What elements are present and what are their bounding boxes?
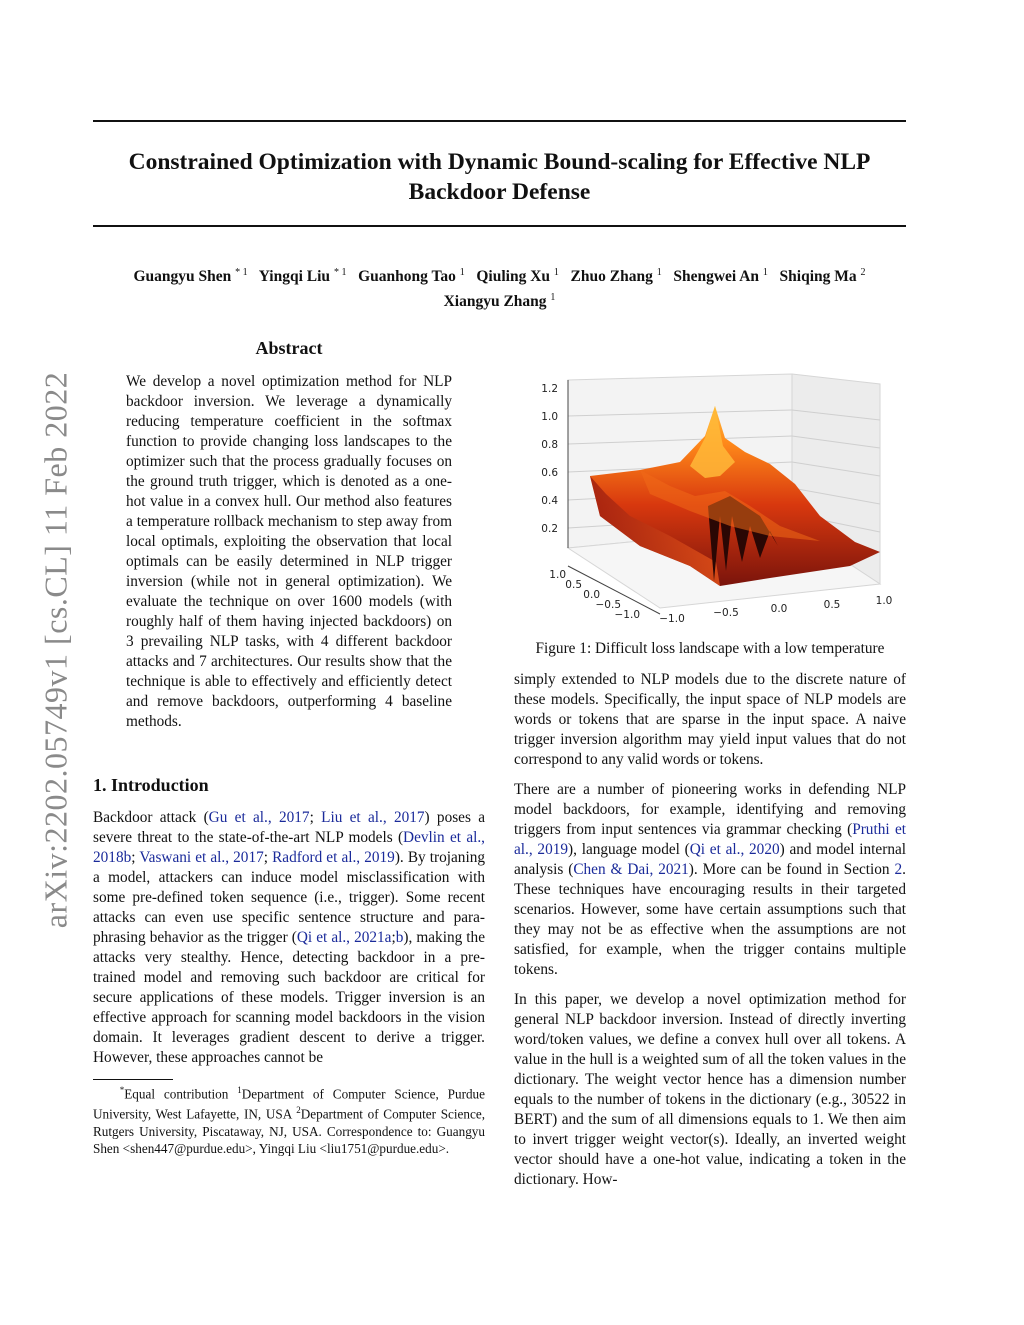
paragraph: There are a number of pioneering works in defending NLP model backdoors, for example, identifying and removing triggers from input sentences via grammar checking (Pruthi et al., 2019), language model (Qi et al., 2020) and model internal analysis (Chen & Dai, 2021). More can be found in Section 2. These techniques have encouraging results in their targeted scenarios. However, some have certain assumptions such that they may not be as effective when the assumptions are not satisfied, for example, when the trigger contains multiple tokens. [514,781,907,978]
x-tick-label: 1.0 [875,595,893,607]
citation-link[interactable]: Radford et al., 2019 [272,849,395,866]
author: Qiuling Xu $^1$ [476,267,559,286]
citation-link[interactable]: Qi et al., 2021a [296,929,392,946]
figure-caption: Figure 1: Difficult loss landscape with a low temperature [535,640,885,657]
y-tick-label: −1.0 [614,609,640,621]
author: Guanhong Tao $^1$ [358,267,465,286]
citation-link[interactable]: Chen & Dai, 2021 [573,861,689,878]
citation-link[interactable]: b [395,929,404,946]
x-tick-label: −0.5 [713,607,739,619]
y-tick-label: 0.5 [565,579,582,591]
z-tick-label: 0.8 [541,439,558,451]
paragraph: simply extended to NLP models due to the discrete nature of these models. Specifically, the input space of NLP models are words or tokens that are sparse in the input space. A naive trigger inversion algorithm may yield input values that do not correspond to any valid words or tokens. [514,671,906,768]
x-tick-label: 0.5 [823,599,841,611]
author: Yingqi Liu $^{* 1}$ [258,267,347,286]
citation-link[interactable]: Pruthi et al., 2019 [514,821,906,858]
intro-paragraph: Backdoor attack (Gu et al., 2017; Liu et al., 2017) poses a severe threat to the state-of-the-art NLP models (Devlin et al., 2018b; Vaswani et al., 2017; Radford et al., 2019). By trojaning a model, attackers can induce model misclassification with some pre-defined token sequence (i.e., trigger). Some recent attacks can even use specific sentence structure and para-phrasing behavior as the trigger (Qi et al., 2021a;b), making the attacks very stealthy. Hence, detecting backdoor in a pre-trained model and removing such backdoor are critical for secure applications of these models. Trigger inversion is an effective approach for scanning model backdoors in the vision domain. It leverages gradient descent to derive a trigger. However, these approaches cannot be [93,809,486,1066]
z-tick-label: 0.4 [541,495,558,507]
author: Shiqing Ma $^2$ [779,267,866,286]
author: Guangyu Shen $^{* 1}$ [133,267,248,286]
author-list [93,262,906,312]
author: Zhuo Zhang $^1$ [570,267,662,286]
z-tick-label: 1.0 [541,411,558,423]
abstract-text: We develop a novel optimization method for NLP backdoor inversion. We leverage a dynamically reducing temperature coefficient in the softmax function to provide changing loss landscapes to the optimizer such that the process gradually focuses on the ground truth trigger, which is denoted as a one-hot value in a convex hull. Our method also features a temperature rollback mechanism to step away from local optimals, exploiting the observation that local optimals can be easily determined in NLP trigger inversion (while not in general optimization). We evaluate the technique on over 1600 models (with roughly half of them having injected backdoors) on 3 prevailing NLP tasks, with 4 different backdoor attacks and 7 architectures. Our results show that the technique is able to effectively and efficiently detect and remove backdoors, outperforming 4 baseline methods. [126,373,452,730]
x-tick-label: 0.0 [770,603,788,615]
section-heading-introduction: 1. Introduction [93,775,209,795]
y-tick-label: −0.5 [595,599,621,611]
z-tick-label: 0.2 [541,523,558,535]
arxiv-side-stamp: arXiv:2202.05749v1 [cs.CL] 11 Feb 2022 [37,371,74,929]
citation-link[interactable]: Liu et al., 2017 [321,809,425,826]
loss-landscape-figure [520,366,910,628]
abstract-heading: Abstract [255,338,323,358]
right-column [514,670,906,1200]
z-tick-label: 0.6 [541,467,558,479]
citation-link[interactable]: Vaswani et al., 2017 [139,849,264,866]
author: Shengwei An $^1$ [673,267,768,286]
paper-title: Constrained Optimization with Dynamic Bound-scaling for Effective NLP Backdoor Defense [128,149,871,205]
title-top-rule [93,120,906,122]
footnote-rule [93,1079,173,1080]
y-tick-label: 1.0 [549,569,566,581]
section-link[interactable]: 2 [894,861,903,878]
citation-link[interactable]: Gu et al., 2017 [208,809,310,826]
footnote: *Equal contribution $^1$Department of Computer Science, Purdue University, West Lafayette, IN, USA $^2$Department of Computer Science, Rutgers University, Piscataway, NJ, USA. Correspondence to: Guangyu Shen <shen447@purdue.edu>, Yingqi Liu <liu1751@purdue.edu>. [93,1085,486,1156]
z-axis [541,380,568,548]
title-bottom-rule [93,225,906,227]
citation-link[interactable]: Devlin et al., 2018b [93,829,486,866]
x-tick-label: −1.0 [659,613,685,625]
y-tick-label: 0.0 [583,589,600,601]
author: Xiangyu Zhang $^1$ [443,292,556,311]
z-tick-label: 1.2 [541,383,558,395]
paragraph: In this paper, we develop a novel optimization method for general NLP backdoor inversion. Instead of directly inverting word/token values, we define a convex hull over all tokens. A value in the hull is a weighted sum of all the token values in the dictionary. The weight vector hence has a dimension number equals to the number of tokens in the dictionary (e.g., 30522 in BERT) and the sum of all dimensions equals to 1. We then aim to invert trigger weight vector(s). Ideally, an inverted weight vector should have a one-hot value, indicating a token in the dictionary. How- [514,991,906,1188]
citation-link[interactable]: Qi et al., 2020 [689,841,780,858]
